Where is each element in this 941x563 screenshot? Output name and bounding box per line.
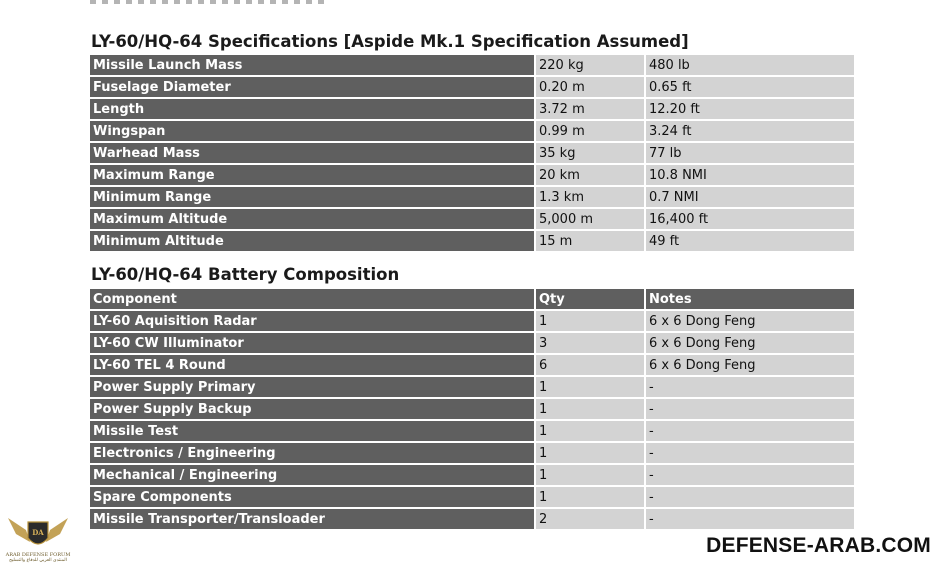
component-name: Power Supply Backup — [90, 399, 534, 419]
table-row — [90, 465, 854, 485]
spec-imperial-value: 3.24 ft — [646, 121, 854, 141]
cropped-text-remnant — [90, 0, 330, 4]
spec-label: Minimum Altitude — [90, 231, 534, 251]
column-header-component: Component — [90, 289, 534, 309]
component-name: Missile Test — [90, 421, 534, 441]
spec-imperial-value: 16,400 ft — [646, 209, 854, 229]
column-header-qty: Qty — [536, 289, 644, 309]
spec-label: Minimum Range — [90, 187, 534, 207]
logo-caption-arabic: المنتدى العربي للدفاع والتسليح — [9, 558, 67, 563]
component-qty: 1 — [536, 465, 644, 485]
logo-caption-english: ARAB DEFENSE FORUM — [5, 552, 71, 558]
table-row — [90, 421, 854, 441]
component-name: Missile Transporter/Transloader — [90, 509, 534, 529]
spec-imperial-value: 0.65 ft — [646, 77, 854, 97]
specs-table — [88, 53, 856, 253]
table-row — [90, 77, 854, 97]
component-notes: - — [646, 465, 854, 485]
table-row — [90, 355, 854, 375]
component-name: LY-60 Aquisition Radar — [90, 311, 534, 331]
component-notes: 6 x 6 Dong Feng — [646, 333, 854, 353]
spec-metric-value: 35 kg — [536, 143, 644, 163]
spec-imperial-value: 49 ft — [646, 231, 854, 251]
spec-label: Wingspan — [90, 121, 534, 141]
component-notes: 6 x 6 Dong Feng — [646, 311, 854, 331]
component-qty: 1 — [536, 377, 644, 397]
table-row — [90, 165, 854, 185]
component-notes: - — [646, 509, 854, 529]
table-header-row — [90, 289, 854, 309]
component-name: LY-60 CW Illuminator — [90, 333, 534, 353]
table-row — [90, 231, 854, 251]
spec-metric-value: 20 km — [536, 165, 644, 185]
component-notes: 6 x 6 Dong Feng — [646, 355, 854, 375]
column-header-notes: Notes — [646, 289, 854, 309]
spec-label: Fuselage Diameter — [90, 77, 534, 97]
table-row — [90, 443, 854, 463]
spec-imperial-value: 12.20 ft — [646, 99, 854, 119]
spec-metric-value: 0.99 m — [536, 121, 644, 141]
spec-imperial-value: 480 lb — [646, 55, 854, 75]
table-row — [90, 487, 854, 507]
table-row — [90, 121, 854, 141]
component-qty: 1 — [536, 311, 644, 331]
component-name: Power Supply Primary — [90, 377, 534, 397]
component-name: LY-60 TEL 4 Round — [90, 355, 534, 375]
spec-imperial-value: 0.7 NMI — [646, 187, 854, 207]
table-row — [90, 99, 854, 119]
component-qty: 6 — [536, 355, 644, 375]
logo-monogram: DA — [32, 528, 44, 537]
table-row — [90, 333, 854, 353]
table-row — [90, 377, 854, 397]
component-qty: 1 — [536, 443, 644, 463]
component-name: Spare Components — [90, 487, 534, 507]
component-qty: 1 — [536, 487, 644, 507]
component-notes: - — [646, 377, 854, 397]
table-row — [90, 187, 854, 207]
battery-table — [88, 287, 856, 531]
spec-metric-value: 3.72 m — [536, 99, 644, 119]
spec-metric-value: 0.20 m — [536, 77, 644, 97]
spec-label: Maximum Range — [90, 165, 534, 185]
spec-imperial-value: 77 lb — [646, 143, 854, 163]
specs-section-title: LY-60/HQ-64 Specifications [Aspide Mk.1 Specification Assumed] — [91, 32, 689, 51]
site-watermark: DEFENSE-ARAB.COM — [702, 532, 933, 560]
spec-label: Warhead Mass — [90, 143, 534, 163]
table-row — [90, 209, 854, 229]
table-row — [90, 55, 854, 75]
logo-left-wing — [8, 518, 30, 542]
spec-metric-value: 1.3 km — [536, 187, 644, 207]
component-qty: 1 — [536, 399, 644, 419]
spec-label: Length — [90, 99, 534, 119]
component-name: Electronics / Engineering — [90, 443, 534, 463]
spec-metric-value: 15 m — [536, 231, 644, 251]
spec-metric-value: 220 kg — [536, 55, 644, 75]
spec-label: Missile Launch Mass — [90, 55, 534, 75]
component-notes: - — [646, 443, 854, 463]
component-name: Mechanical / Engineering — [90, 465, 534, 485]
battery-section-title: LY-60/HQ-64 Battery Composition — [91, 265, 400, 284]
logo-right-wing — [46, 518, 68, 542]
spec-label: Maximum Altitude — [90, 209, 534, 229]
table-row — [90, 399, 854, 419]
table-row — [90, 143, 854, 163]
spec-metric-value: 5,000 m — [536, 209, 644, 229]
component-notes: - — [646, 399, 854, 419]
component-qty: 2 — [536, 509, 644, 529]
spec-imperial-value: 10.8 NMI — [646, 165, 854, 185]
component-notes: - — [646, 421, 854, 441]
component-qty: 3 — [536, 333, 644, 353]
component-notes: - — [646, 487, 854, 507]
component-qty: 1 — [536, 421, 644, 441]
table-row — [90, 311, 854, 331]
table-row — [90, 509, 854, 529]
